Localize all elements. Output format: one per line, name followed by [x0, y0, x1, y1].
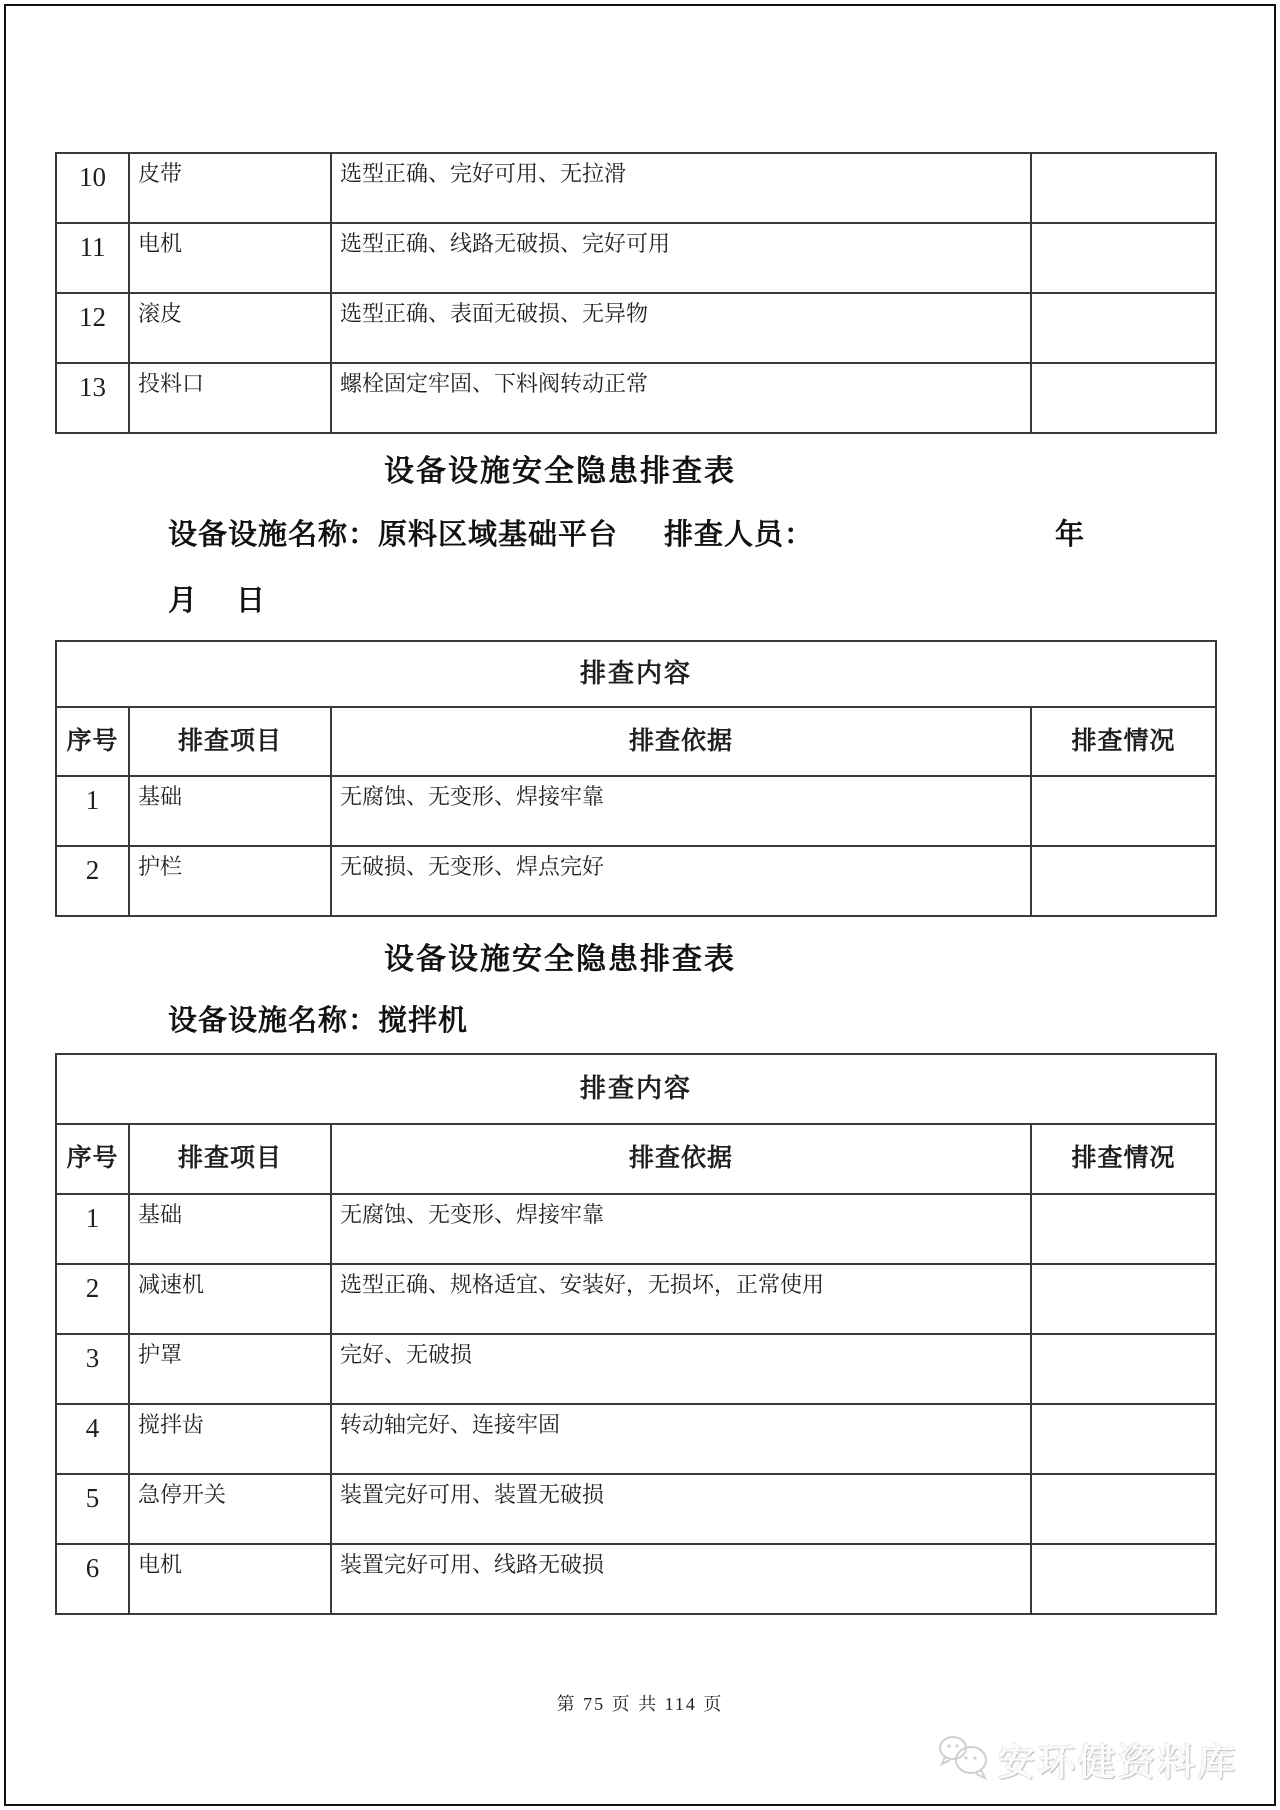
row-item-cell: 护栏 [129, 846, 331, 916]
row-basis-cell: 装置完好可用、装置无破损 [331, 1474, 1031, 1544]
row-item-cell: 基础 [129, 776, 331, 846]
col-header-status: 排查情况 [1031, 1124, 1216, 1194]
table-row [56, 1194, 1216, 1264]
row-basis-cell: 转动轴完好、连接牢固 [331, 1404, 1031, 1474]
row-number-cell: 2 [56, 1264, 129, 1334]
row-basis-cell: 无腐蚀、无变形、焊接牢靠 [331, 1194, 1031, 1264]
row-number-cell: 5 [56, 1474, 129, 1544]
row-item-cell: 搅拌齿 [129, 1404, 331, 1474]
table-column-header-row [56, 1124, 1216, 1194]
row-number-cell: 11 [56, 223, 129, 293]
row-number-cell: 3 [56, 1334, 129, 1404]
table-column-header-row [56, 707, 1216, 776]
row-number-cell: 12 [56, 293, 129, 363]
page-number-footer: 第 75 页 共 114 页 [556, 1694, 724, 1714]
row-item-cell: 滚皮 [129, 293, 331, 363]
row-status-cell [1031, 1544, 1216, 1614]
col-header-basis: 排查依据 [331, 1124, 1031, 1194]
row-status-cell [1031, 846, 1216, 916]
table-row [56, 223, 1216, 293]
row-basis-cell: 选型正确、线路无破损、完好可用 [331, 223, 1031, 293]
row-status-cell [1031, 1474, 1216, 1544]
section-title: 设备设施安全隐患排查表 [384, 943, 736, 976]
inspector-label: 排查人员： [664, 519, 815, 551]
row-status-cell [1031, 293, 1216, 363]
row-item-cell: 护罩 [129, 1334, 331, 1404]
col-header-no: 序号 [56, 1124, 129, 1194]
row-number-cell: 1 [56, 776, 129, 846]
table-content-header-row [56, 641, 1216, 707]
table-row [56, 363, 1216, 433]
row-item-cell: 皮带 [129, 153, 331, 223]
row-status-cell [1031, 223, 1216, 293]
content-header-cell: 排查内容 [56, 641, 1216, 707]
row-item-cell: 投料口 [129, 363, 331, 433]
table-row [56, 293, 1216, 363]
table-row [56, 1544, 1216, 1614]
date-line [168, 578, 266, 619]
col-header-item: 排查项目 [129, 1124, 331, 1194]
row-item-cell: 减速机 [129, 1264, 331, 1334]
row-number-cell: 6 [56, 1544, 129, 1614]
table-row [56, 846, 1216, 916]
row-basis-cell: 选型正确、规格适宜、安装好，无损坏，正常使用 [331, 1264, 1031, 1334]
row-item-cell: 电机 [129, 223, 331, 293]
row-status-cell [1031, 1404, 1216, 1474]
equipment-meta-line [168, 998, 468, 1039]
col-header-basis: 排查依据 [331, 707, 1031, 776]
row-basis-cell: 螺栓固定牢固、下料阀转动正常 [331, 363, 1031, 433]
row-status-cell [1031, 1334, 1216, 1404]
content-header-cell: 排查内容 [56, 1054, 1216, 1124]
table-row [56, 776, 1216, 846]
row-basis-cell: 装置完好可用、线路无破损 [331, 1544, 1031, 1614]
mixer-inspection-table [55, 1053, 1217, 1615]
row-basis-cell: 完好、无破损 [331, 1334, 1031, 1404]
row-basis-cell: 选型正确、完好可用、无拉滑 [331, 153, 1031, 223]
row-basis-cell: 选型正确、表面无破损、无异物 [331, 293, 1031, 363]
col-header-no: 序号 [56, 707, 129, 776]
platform-inspection-table [55, 640, 1217, 917]
wechat-icon [936, 1734, 990, 1785]
row-basis-cell: 无腐蚀、无变形、焊接牢靠 [331, 776, 1031, 846]
row-status-cell [1031, 363, 1216, 433]
table-row [56, 1474, 1216, 1544]
row-number-cell: 2 [56, 846, 129, 916]
table-row [56, 153, 1216, 223]
equipment-name: 设备设施名称：原料区域基础平台 [168, 519, 619, 551]
watermark-text: 安环健资料库 [998, 1742, 1238, 1783]
row-status-cell [1031, 1264, 1216, 1334]
equipment-meta-line [168, 512, 1085, 553]
table-row [56, 1334, 1216, 1404]
date-year-label: 年 [1054, 519, 1085, 551]
row-item-cell: 电机 [129, 1544, 331, 1614]
section-title: 设备设施安全隐患排查表 [384, 455, 736, 488]
row-item-cell: 急停开关 [129, 1474, 331, 1544]
row-status-cell [1031, 1194, 1216, 1264]
col-header-item: 排查项目 [129, 707, 331, 776]
equipment-name: 设备设施名称：搅拌机 [168, 1005, 469, 1037]
row-basis-cell: 无破损、无变形、焊点完好 [331, 846, 1031, 916]
date-month-label: 月 [168, 585, 199, 617]
watermark [936, 1732, 1238, 1786]
date-day-label: 日 [236, 585, 267, 617]
col-header-status: 排查情况 [1031, 707, 1216, 776]
row-number-cell: 13 [56, 363, 129, 433]
continuation-inspection-table [55, 152, 1217, 434]
row-item-cell: 基础 [129, 1194, 331, 1264]
row-number-cell: 4 [56, 1404, 129, 1474]
table-row [56, 1264, 1216, 1334]
table-row [56, 1404, 1216, 1474]
row-status-cell [1031, 153, 1216, 223]
row-number-cell: 1 [56, 1194, 129, 1264]
table-content-header-row [56, 1054, 1216, 1124]
row-status-cell [1031, 776, 1216, 846]
row-number-cell: 10 [56, 153, 129, 223]
